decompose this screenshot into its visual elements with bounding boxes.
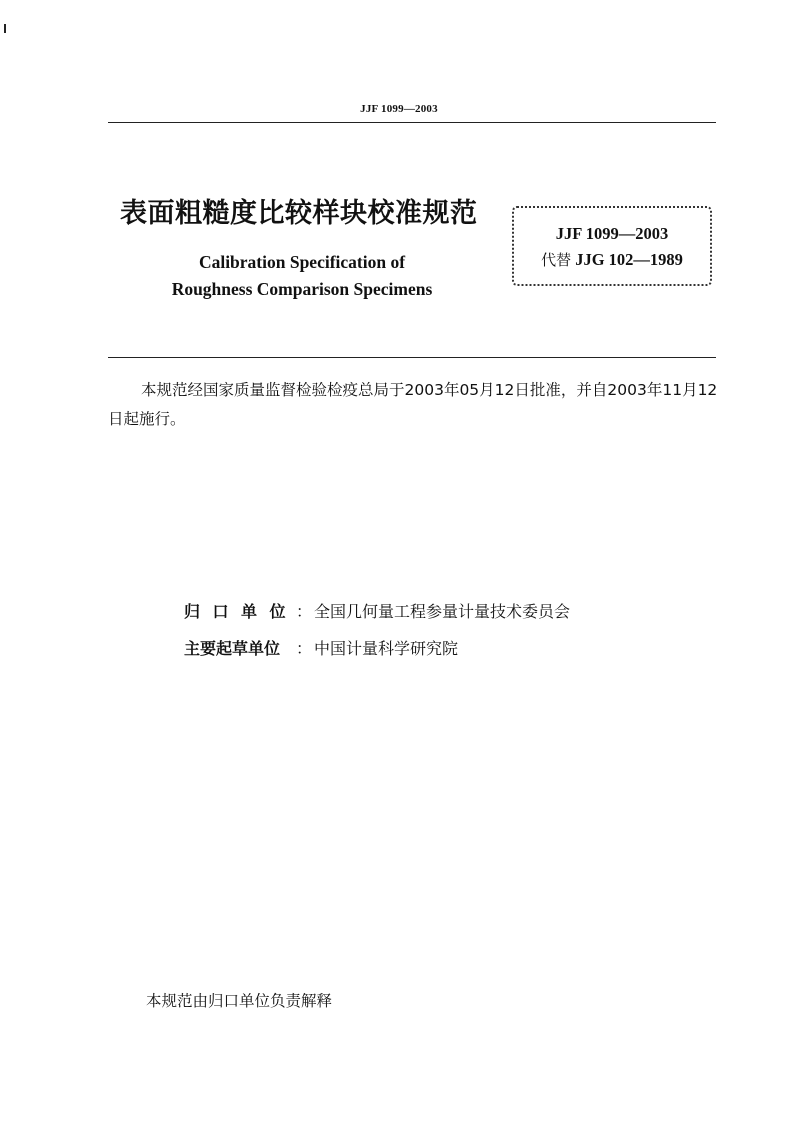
drafting-unit-value: 中国计量科学研究院: [314, 639, 459, 658]
standard-code: JJF 1099—2003: [555, 224, 669, 243]
section-rule: [108, 357, 716, 358]
replace-prefix: 代替: [541, 251, 572, 269]
title-english-line-2: Roughness Comparison Specimens: [171, 279, 433, 299]
responsible-unit-colon: ：: [296, 602, 313, 621]
interpretation-note: 本规范由归口单位负责解释: [146, 992, 333, 1010]
drafting-unit-label: 主要起草单位: [184, 639, 281, 658]
responsible-unit-label: 归口单位: [184, 602, 299, 621]
scan-mark: [4, 24, 6, 33]
title-chinese: 表面粗糙度比较样块校准规范: [120, 198, 478, 229]
running-header-code: JJF 1099—2003: [360, 103, 438, 115]
title-english-line-1: Calibration Specification of: [198, 252, 406, 272]
responsible-unit-value: 全国几何量工程参量计量技术委员会: [314, 602, 571, 621]
header-rule: [108, 122, 716, 123]
approval-statement: 本规范经国家质量监督检验检疫总局于2003年05月12日批准，并自2003年11月12日起施行。: [108, 381, 718, 428]
replaced-standard: [514, 249, 710, 270]
drafting-unit-row: [184, 636, 458, 659]
replaced-standard-code: JJG 102—1989: [575, 250, 683, 269]
drafting-unit-colon: ：: [296, 639, 313, 658]
responsible-unit-row: [184, 599, 570, 622]
standard-code-box: [512, 206, 712, 286]
